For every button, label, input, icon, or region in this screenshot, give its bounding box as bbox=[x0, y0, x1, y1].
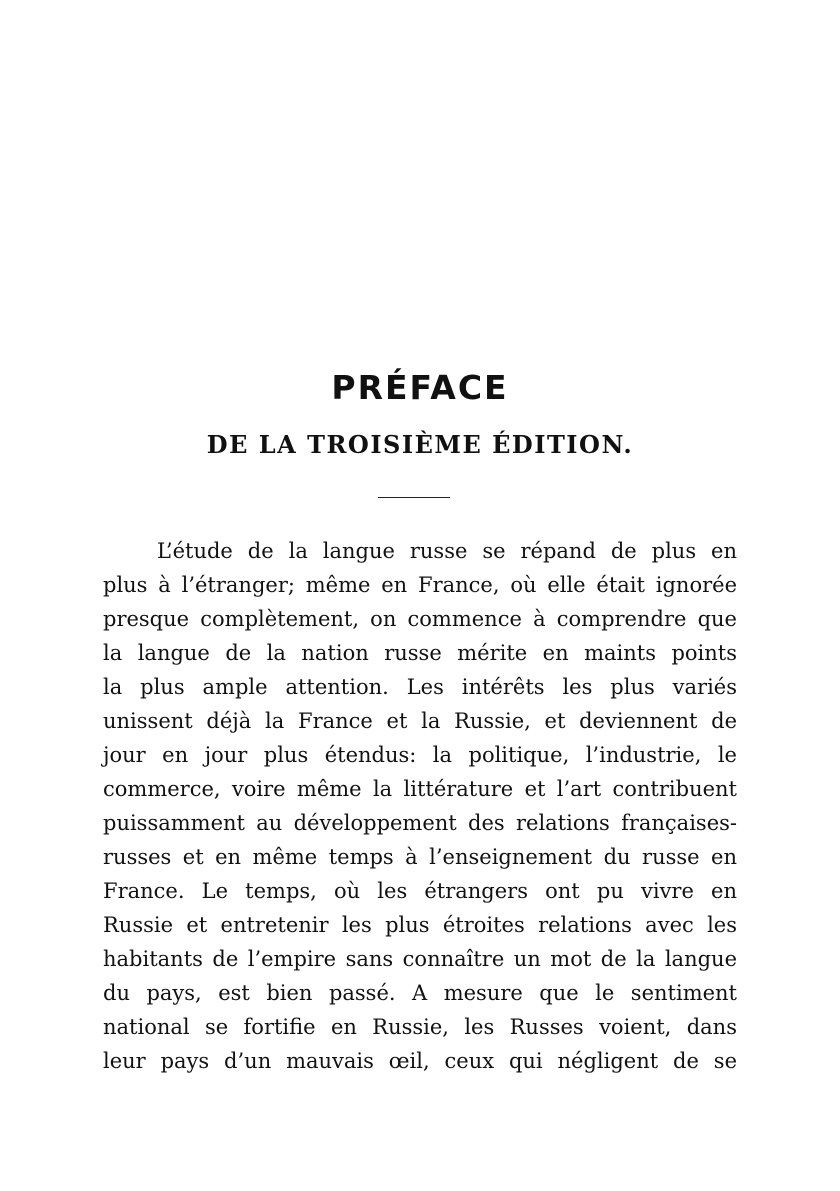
text-line: la langue de la nation russe mérite en maints points bbox=[103, 641, 737, 665]
text-line: habitants de l’empire sans connaître un mot de la langue bbox=[103, 947, 737, 971]
text-line: leur pays d’un mauvais œil, ceux qui négligent de se bbox=[103, 1049, 737, 1073]
title-divider bbox=[378, 497, 450, 498]
page-subtitle: DE LA TROISIÈME ÉDITION. bbox=[206, 430, 634, 459]
text-line: du pays, est bien passé. A mesure que le sentiment bbox=[103, 981, 737, 1005]
text-line: russes et en même temps à l’enseignement du russe en bbox=[103, 845, 737, 869]
preface-paragraph bbox=[103, 534, 737, 1078]
text-line: national se fortifie en Russie, les Russes voient, dans bbox=[103, 1015, 737, 1039]
text-line: jour en jour plus étendus: la politique, l’industrie, le bbox=[103, 743, 737, 767]
page-title: PRÉFACE bbox=[331, 368, 509, 407]
text-line: France. Le temps, où les étrangers ont pu vivre en bbox=[103, 879, 737, 903]
text-line: plus à l’étranger; même en France, où elle était ignorée bbox=[103, 573, 737, 597]
text-line: L’étude de la langue russe se répand de plus en bbox=[157, 539, 737, 563]
text-line: presque complètement, on commence à comprendre que bbox=[103, 607, 737, 631]
text-line: unissent déjà la France et la Russie, et deviennent de bbox=[103, 709, 737, 733]
text-line: puissamment au développement des relations françaises- bbox=[103, 811, 737, 835]
text-line: Russie et entretenir les plus étroites relations avec les bbox=[103, 913, 737, 937]
text-line: commerce, voire même la littérature et l’art contribuent bbox=[103, 777, 737, 801]
text-line: la plus ample attention. Les intérêts les plus variés bbox=[103, 675, 737, 699]
